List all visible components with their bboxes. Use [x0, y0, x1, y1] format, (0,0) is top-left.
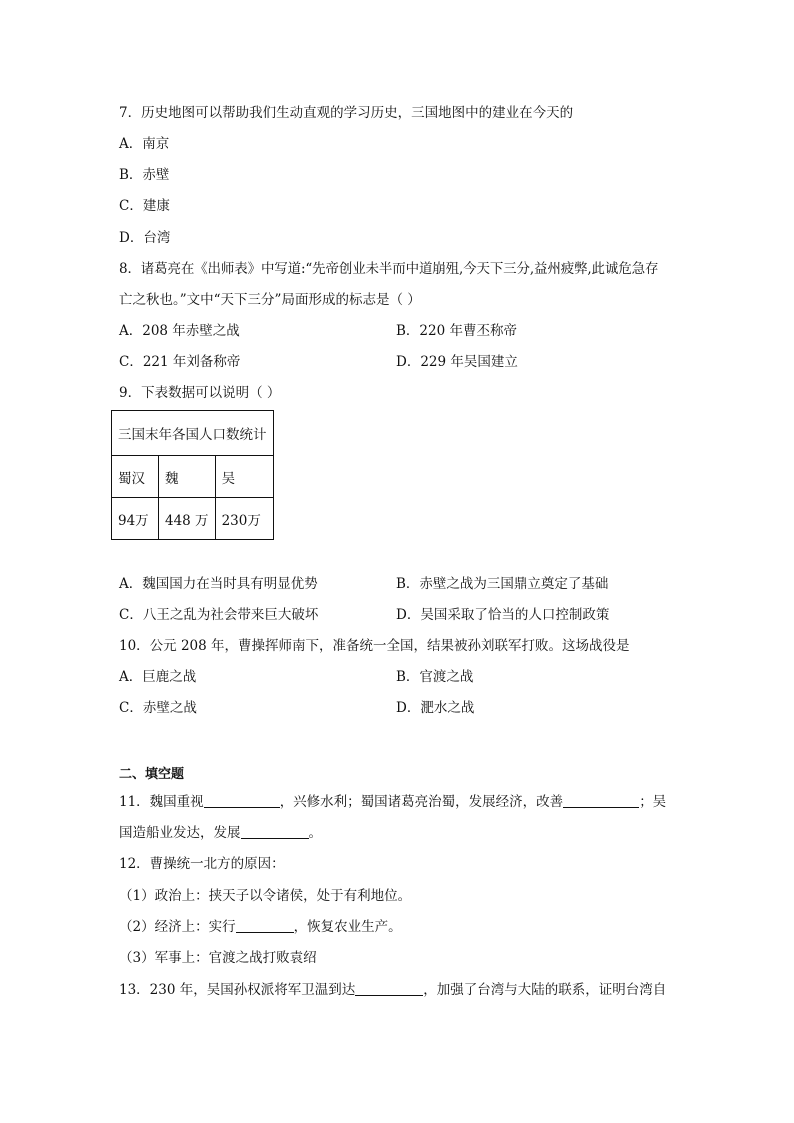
q13-blank-1[interactable] — [355, 980, 423, 996]
q11-line2 — [119, 823, 322, 843]
table-title: 三国末年各国人口数统计 — [112, 411, 274, 456]
q8-option-d: D．229 年吴国建立 — [396, 354, 518, 370]
q12-item-1: （1）政治上：挟天子以令诸侯，处于有利地位。 — [119, 888, 412, 904]
q12-item-2 — [119, 917, 402, 937]
q11-blank-2[interactable] — [563, 792, 639, 808]
q8-stem-line2: 亡之秋也。”文中“天下三分”局面形成的标志是（ ） — [119, 292, 421, 308]
q9-option-a: A．魏国国力在当时具有明显优势 — [119, 576, 318, 592]
section-title: 二、填空题 — [119, 767, 185, 782]
q13-line1 — [119, 980, 666, 1000]
q10-option-a: A．巨鹿之战 — [119, 669, 197, 685]
q11-text-5: 。 — [308, 825, 322, 841]
table-value-shu: 94万 — [112, 498, 159, 540]
q10-option-b: B．官渡之战 — [396, 669, 474, 685]
population-table — [111, 410, 274, 540]
q12-stem: 12．曹操统一北方的原因： — [119, 856, 285, 872]
q9-option-c: C．八王之乱为社会带来巨大破坏 — [119, 607, 319, 623]
q12-item-2-text-2: ，恢复农业生产。 — [293, 919, 402, 935]
table-value-wei: 448 万 — [159, 498, 216, 540]
q13-text-1: 13．230 年，吴国孙权派将军卫温到达 — [119, 982, 356, 998]
q11-text-2: ，兴修水利；蜀国诸葛亮治蜀，发展经济，改善 — [279, 794, 564, 810]
q11-blank-3[interactable] — [241, 823, 309, 839]
q11-text-3: ；吴 — [639, 794, 667, 810]
q9-option-b: B．赤壁之战为三国鼎立奠定了基础 — [396, 576, 609, 592]
q11-blank-1[interactable] — [204, 792, 280, 808]
q8-option-a: A．208 年赤壁之战 — [119, 323, 240, 339]
q7-option-b: B．赤壁 — [119, 167, 170, 183]
table-header-wei: 魏 — [159, 456, 216, 498]
q8-option-c: C．221 年刘备称帝 — [119, 354, 241, 370]
q9-option-d: D．吴国采取了恰当的人口控制政策 — [396, 607, 610, 623]
table-header-shu: 蜀汉 — [112, 456, 159, 498]
q8-stem-line1: 8．诸葛亮在《出师表》中写道:“先帝创业未半而中道崩殂,今天下三分,益州疲弊,此诚危急存 — [119, 261, 659, 277]
table-value-wu: 230万 — [215, 498, 273, 540]
q8-option-b: B．220 年曹丕称帝 — [396, 323, 517, 339]
q10-option-d: D．淝水之战 — [396, 700, 475, 716]
q12-item-2-text-1: （2）经济上：实行 — [119, 919, 236, 935]
q12-blank-1[interactable] — [236, 917, 294, 933]
q10-stem: 10．公元 208 年，曹操挥师南下，准备统一全国，结果被孙刘联军打败。这场战役是 — [119, 638, 630, 654]
q9-stem: 9．下表数据可以说明（ ） — [119, 385, 281, 401]
q12-item-3: （3）军事上：官渡之战打败袁绍 — [119, 950, 317, 966]
q10-option-c: C．赤壁之战 — [119, 700, 197, 716]
q13-text-2: ，加强了台湾与大陆的联系，证明台湾自 — [423, 982, 667, 998]
q7-option-c: C．建康 — [119, 198, 170, 214]
q7-option-d: D．台湾 — [119, 230, 171, 246]
table-header-wu: 吴 — [215, 456, 273, 498]
q7-option-a: A．南京 — [119, 136, 170, 152]
q11-text-1: 11．魏国重视 — [119, 794, 204, 810]
q11-text-4: 国造船业发达，发展 — [119, 825, 241, 841]
q11-line1 — [119, 792, 666, 812]
q7-stem: 7．历史地图可以帮助我们生动直观的学习历史，三国地图中的建业在今天的 — [119, 105, 574, 121]
